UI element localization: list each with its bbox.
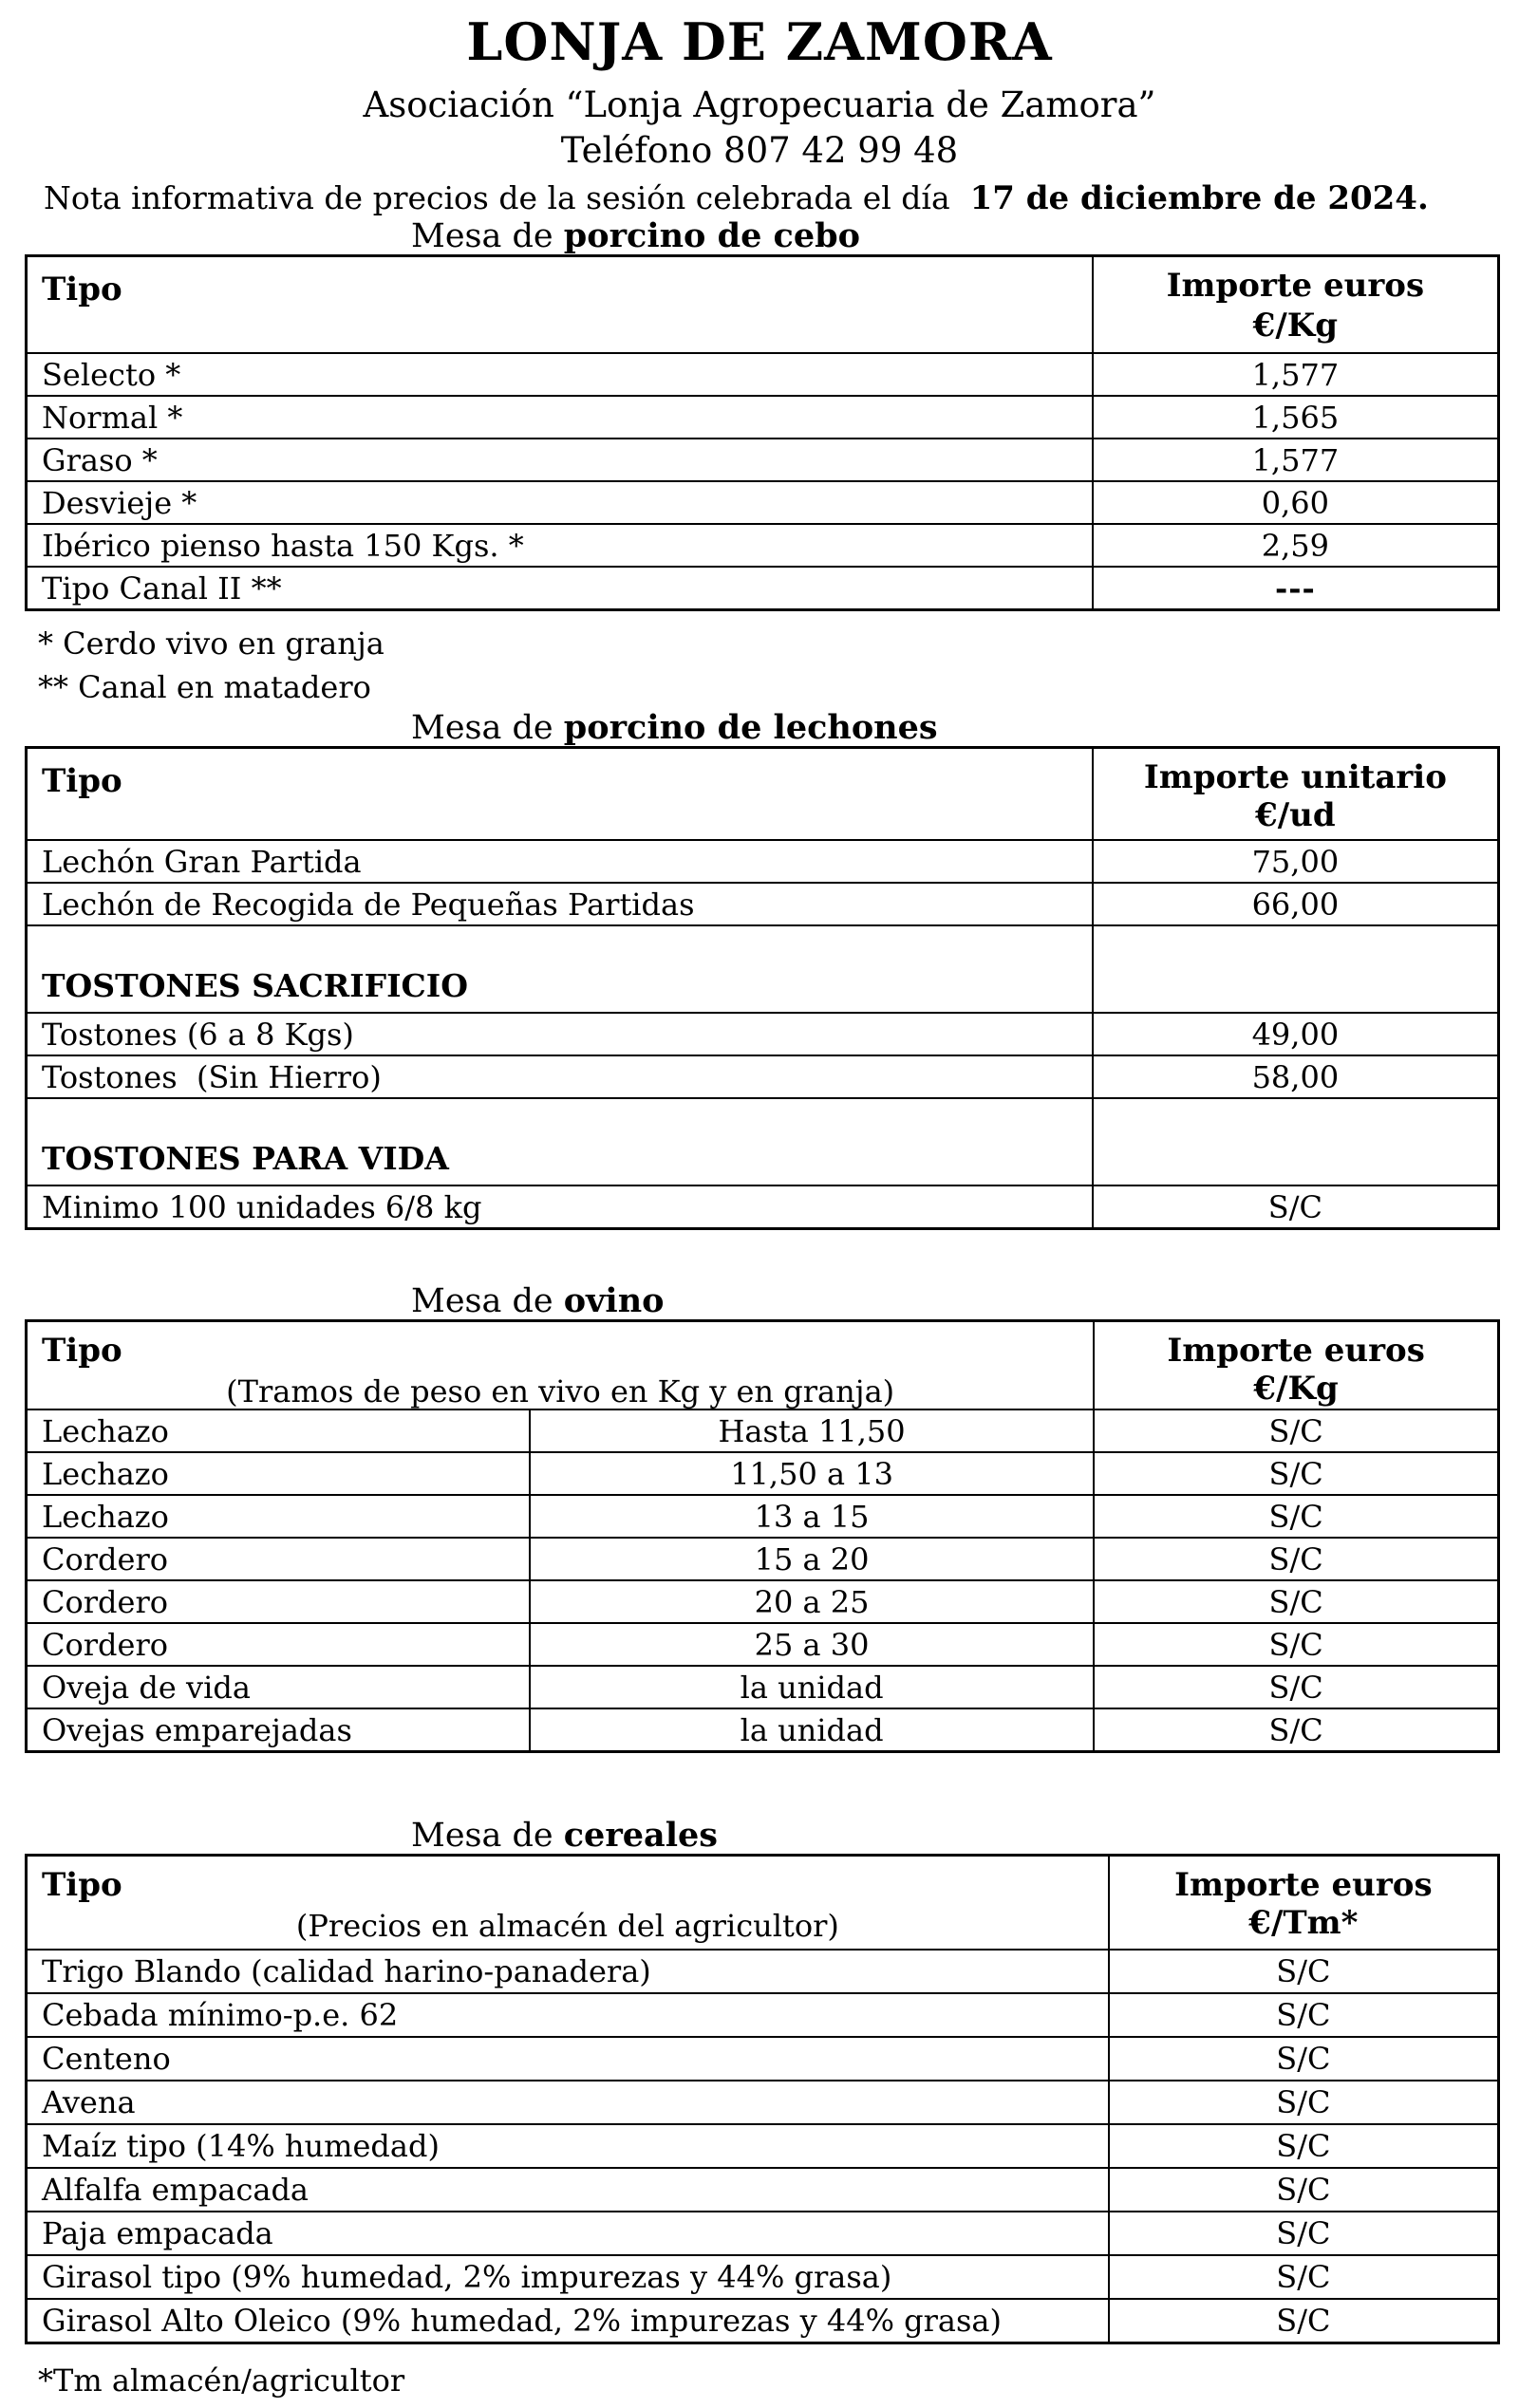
subsection-title: TOSTONES SACRIFICIO xyxy=(42,967,468,1004)
row-label: Cordero xyxy=(42,1583,169,1620)
table-row xyxy=(28,480,1497,523)
table-row xyxy=(28,839,1497,882)
table-row xyxy=(28,352,1497,395)
row-label: Minimo 100 unidades 6/8 kg xyxy=(42,1188,482,1225)
section-heading-ovino xyxy=(411,1283,1519,1319)
table-header-row xyxy=(28,1322,1497,1409)
column-header-tipo xyxy=(28,1322,1093,1415)
column-header-tipo: Tipo xyxy=(42,271,122,308)
table-row xyxy=(28,395,1497,438)
row-value: S/C xyxy=(1093,1709,1497,1750)
page-title: LONJA DE ZAMORA xyxy=(466,11,1053,72)
row-label: Oveja de vida xyxy=(42,1669,251,1706)
importe-unit: €/ud xyxy=(1255,796,1336,834)
footnote-cerdo-vivo: * Cerdo vivo en granja xyxy=(38,625,384,662)
price-table-cereales xyxy=(25,1854,1500,2344)
row-value: S/C xyxy=(1108,2169,1497,2211)
heading-name: cereales xyxy=(563,1816,718,1855)
table-row xyxy=(28,523,1497,566)
row-weight-range: 25 a 30 xyxy=(529,1624,1093,1665)
row-label: Ovejas emparejadas xyxy=(42,1711,352,1748)
footnote-canal-matadero: ** Canal en matadero xyxy=(38,669,371,705)
session-note-text: Nota informativa de precios de la sesión celebrada el día xyxy=(44,179,970,216)
table-header-row xyxy=(28,257,1497,352)
row-value: S/C xyxy=(1093,1453,1497,1494)
row-label: Tipo Canal II ** xyxy=(42,569,282,607)
row-value: S/C xyxy=(1108,2081,1497,2123)
heading-name: ovino xyxy=(563,1281,665,1320)
heading-prefix: Mesa de xyxy=(411,217,564,255)
table-row xyxy=(28,1451,1497,1494)
association-subtitle: Asociación “Lonja Agropecuaria de Zamora” xyxy=(363,84,1156,125)
table-row xyxy=(28,566,1497,608)
row-value: 66,00 xyxy=(1092,884,1497,924)
row-value: S/C xyxy=(1108,2212,1497,2254)
row-label: Lechazo xyxy=(42,1412,169,1449)
row-label: Tostones (6 a 8 Kgs) xyxy=(42,1016,354,1053)
row-value: S/C xyxy=(1108,2038,1497,2080)
row-value: 1,577 xyxy=(1092,439,1497,480)
row-label: Cordero xyxy=(42,1540,169,1577)
table-row xyxy=(28,1537,1497,1579)
table-row xyxy=(28,1409,1497,1451)
row-label: Graso * xyxy=(42,441,158,478)
table-header-row xyxy=(28,1857,1497,1949)
row-label: Trigo Blando (calidad harino-panadera) xyxy=(42,1953,651,1989)
tipo-label: Tipo xyxy=(42,1866,122,1904)
row-value: 58,00 xyxy=(1092,1056,1497,1097)
importe-label: Importe euros xyxy=(1167,1332,1425,1370)
heading-prefix: Mesa de xyxy=(411,1282,564,1320)
table-row xyxy=(28,2036,1497,2080)
row-value: S/C xyxy=(1093,1624,1497,1665)
importe-label: Importe euros xyxy=(1174,1866,1433,1904)
importe-label: Importe unitario xyxy=(1143,758,1447,796)
row-label: Avena xyxy=(42,2084,136,2120)
tipo-label: Tipo xyxy=(42,1332,122,1370)
table-row xyxy=(28,1012,1497,1055)
row-value: S/C xyxy=(1108,2300,1497,2342)
column-header-importe xyxy=(1108,1857,1497,1950)
column-header-tipo xyxy=(28,1857,1108,1950)
column-header-importe xyxy=(1092,749,1497,842)
row-value: S/C xyxy=(1093,1581,1497,1622)
row-value: --- xyxy=(1092,568,1497,608)
importe-unit: €/Kg xyxy=(1252,307,1339,345)
heading-name: porcino de cebo xyxy=(563,216,860,255)
section-heading-cereales xyxy=(411,1818,1519,1854)
table-row xyxy=(28,1494,1497,1537)
table-subsection-row xyxy=(28,1097,1497,1185)
subsection-title: TOSTONES PARA VIDA xyxy=(42,1140,449,1177)
row-value: S/C xyxy=(1108,1994,1497,2036)
row-value: 2,59 xyxy=(1092,525,1497,566)
row-value: S/C xyxy=(1108,1951,1497,1992)
table-subsection-row xyxy=(28,924,1497,1012)
row-label: Girasol tipo (9% humedad, 2% impurezas y 44% grasa) xyxy=(42,2259,892,2295)
row-label: Ibérico pienso hasta 150 Kgs. * xyxy=(42,527,524,564)
price-table-porcino-cebo xyxy=(25,254,1500,611)
row-value: 1,577 xyxy=(1092,354,1497,395)
column-header-importe xyxy=(1092,257,1497,352)
section-heading-porcino-cebo xyxy=(411,218,1519,254)
row-weight-range: 13 a 15 xyxy=(529,1496,1093,1537)
row-weight-range: la unidad xyxy=(529,1667,1093,1708)
table-row xyxy=(28,1579,1497,1622)
row-value: 49,00 xyxy=(1092,1014,1497,1055)
table-row xyxy=(28,1949,1497,1992)
phone-line: Teléfono 807 42 99 48 xyxy=(560,130,959,171)
session-note xyxy=(44,178,1519,218)
row-label: Cordero xyxy=(42,1626,169,1663)
row-value: 0,60 xyxy=(1092,482,1497,523)
tipo-subtitle: (Tramos de peso en vivo en Kg y en granja) xyxy=(226,1373,895,1409)
row-value: S/C xyxy=(1093,1496,1497,1537)
table-row xyxy=(28,2298,1497,2342)
table-row xyxy=(28,1185,1497,1227)
row-value: S/C xyxy=(1093,1667,1497,1708)
row-value: 75,00 xyxy=(1092,841,1497,882)
heading-name: porcino de lechones xyxy=(563,708,938,747)
table-row xyxy=(28,1992,1497,2036)
column-header-tipo: Tipo xyxy=(42,762,122,800)
table-row xyxy=(28,2167,1497,2211)
row-label: Alfalfa empacada xyxy=(42,2172,309,2208)
row-value: S/C xyxy=(1092,1186,1497,1227)
row-label: Selecto * xyxy=(42,356,181,393)
row-value: S/C xyxy=(1093,1539,1497,1579)
row-label: Girasol Alto Oleico (9% humedad, 2% impurezas y 44% grasa) xyxy=(42,2303,1002,2339)
importe-label: Importe euros xyxy=(1166,267,1425,305)
row-value xyxy=(1092,1099,1497,1185)
row-value: 1,565 xyxy=(1092,397,1497,438)
tipo-subtitle: (Precios en almacén del agricultor) xyxy=(295,1908,839,1944)
row-weight-range: 15 a 20 xyxy=(529,1539,1093,1579)
row-value xyxy=(1092,926,1497,1012)
table-row xyxy=(28,2254,1497,2298)
footnote-tm-almacen: *Tm almacén/agricultor xyxy=(38,2362,405,2399)
row-value: S/C xyxy=(1093,1410,1497,1451)
row-weight-range: Hasta 11,50 xyxy=(529,1410,1093,1451)
row-label: Maíz tipo (14% humedad) xyxy=(42,2128,440,2164)
column-header-importe xyxy=(1093,1322,1497,1415)
price-table-ovino xyxy=(25,1319,1500,1753)
row-label: Lechón Gran Partida xyxy=(42,843,362,880)
section-heading-porcino-lechones xyxy=(411,710,1519,746)
table-row xyxy=(28,1622,1497,1665)
session-date: 17 de diciembre de 2024. xyxy=(969,179,1429,217)
row-value: S/C xyxy=(1108,2125,1497,2167)
table-row xyxy=(28,1055,1497,1097)
row-weight-range: la unidad xyxy=(529,1709,1093,1750)
table-header-row xyxy=(28,749,1497,839)
row-label: Paja empacada xyxy=(42,2215,273,2251)
row-label: Normal * xyxy=(42,399,183,436)
row-label: Centeno xyxy=(42,2041,171,2077)
row-value: S/C xyxy=(1108,2256,1497,2298)
heading-prefix: Mesa de xyxy=(411,1817,564,1855)
row-label: Lechazo xyxy=(42,1498,169,1535)
heading-prefix: Mesa de xyxy=(411,709,564,747)
table-row xyxy=(28,1708,1497,1750)
table-row xyxy=(28,2123,1497,2167)
table-row xyxy=(28,2211,1497,2254)
importe-unit: €/Tm* xyxy=(1248,1904,1359,1942)
table-row xyxy=(28,1665,1497,1708)
row-label: Desvieje * xyxy=(42,484,197,521)
row-label: Cebada mínimo-p.e. 62 xyxy=(42,1997,399,2033)
row-weight-range: 11,50 a 13 xyxy=(529,1453,1093,1494)
importe-unit: €/Kg xyxy=(1253,1370,1339,1408)
table-row xyxy=(28,438,1497,480)
row-label: Lechazo xyxy=(42,1455,169,1492)
row-label: Tostones (Sin Hierro) xyxy=(42,1058,382,1095)
row-weight-range: 20 a 25 xyxy=(529,1581,1093,1622)
row-label: Lechón de Recogida de Pequeñas Partidas xyxy=(42,886,695,923)
price-table-porcino-lechones xyxy=(25,746,1500,1230)
table-row xyxy=(28,882,1497,924)
table-row xyxy=(28,2080,1497,2123)
